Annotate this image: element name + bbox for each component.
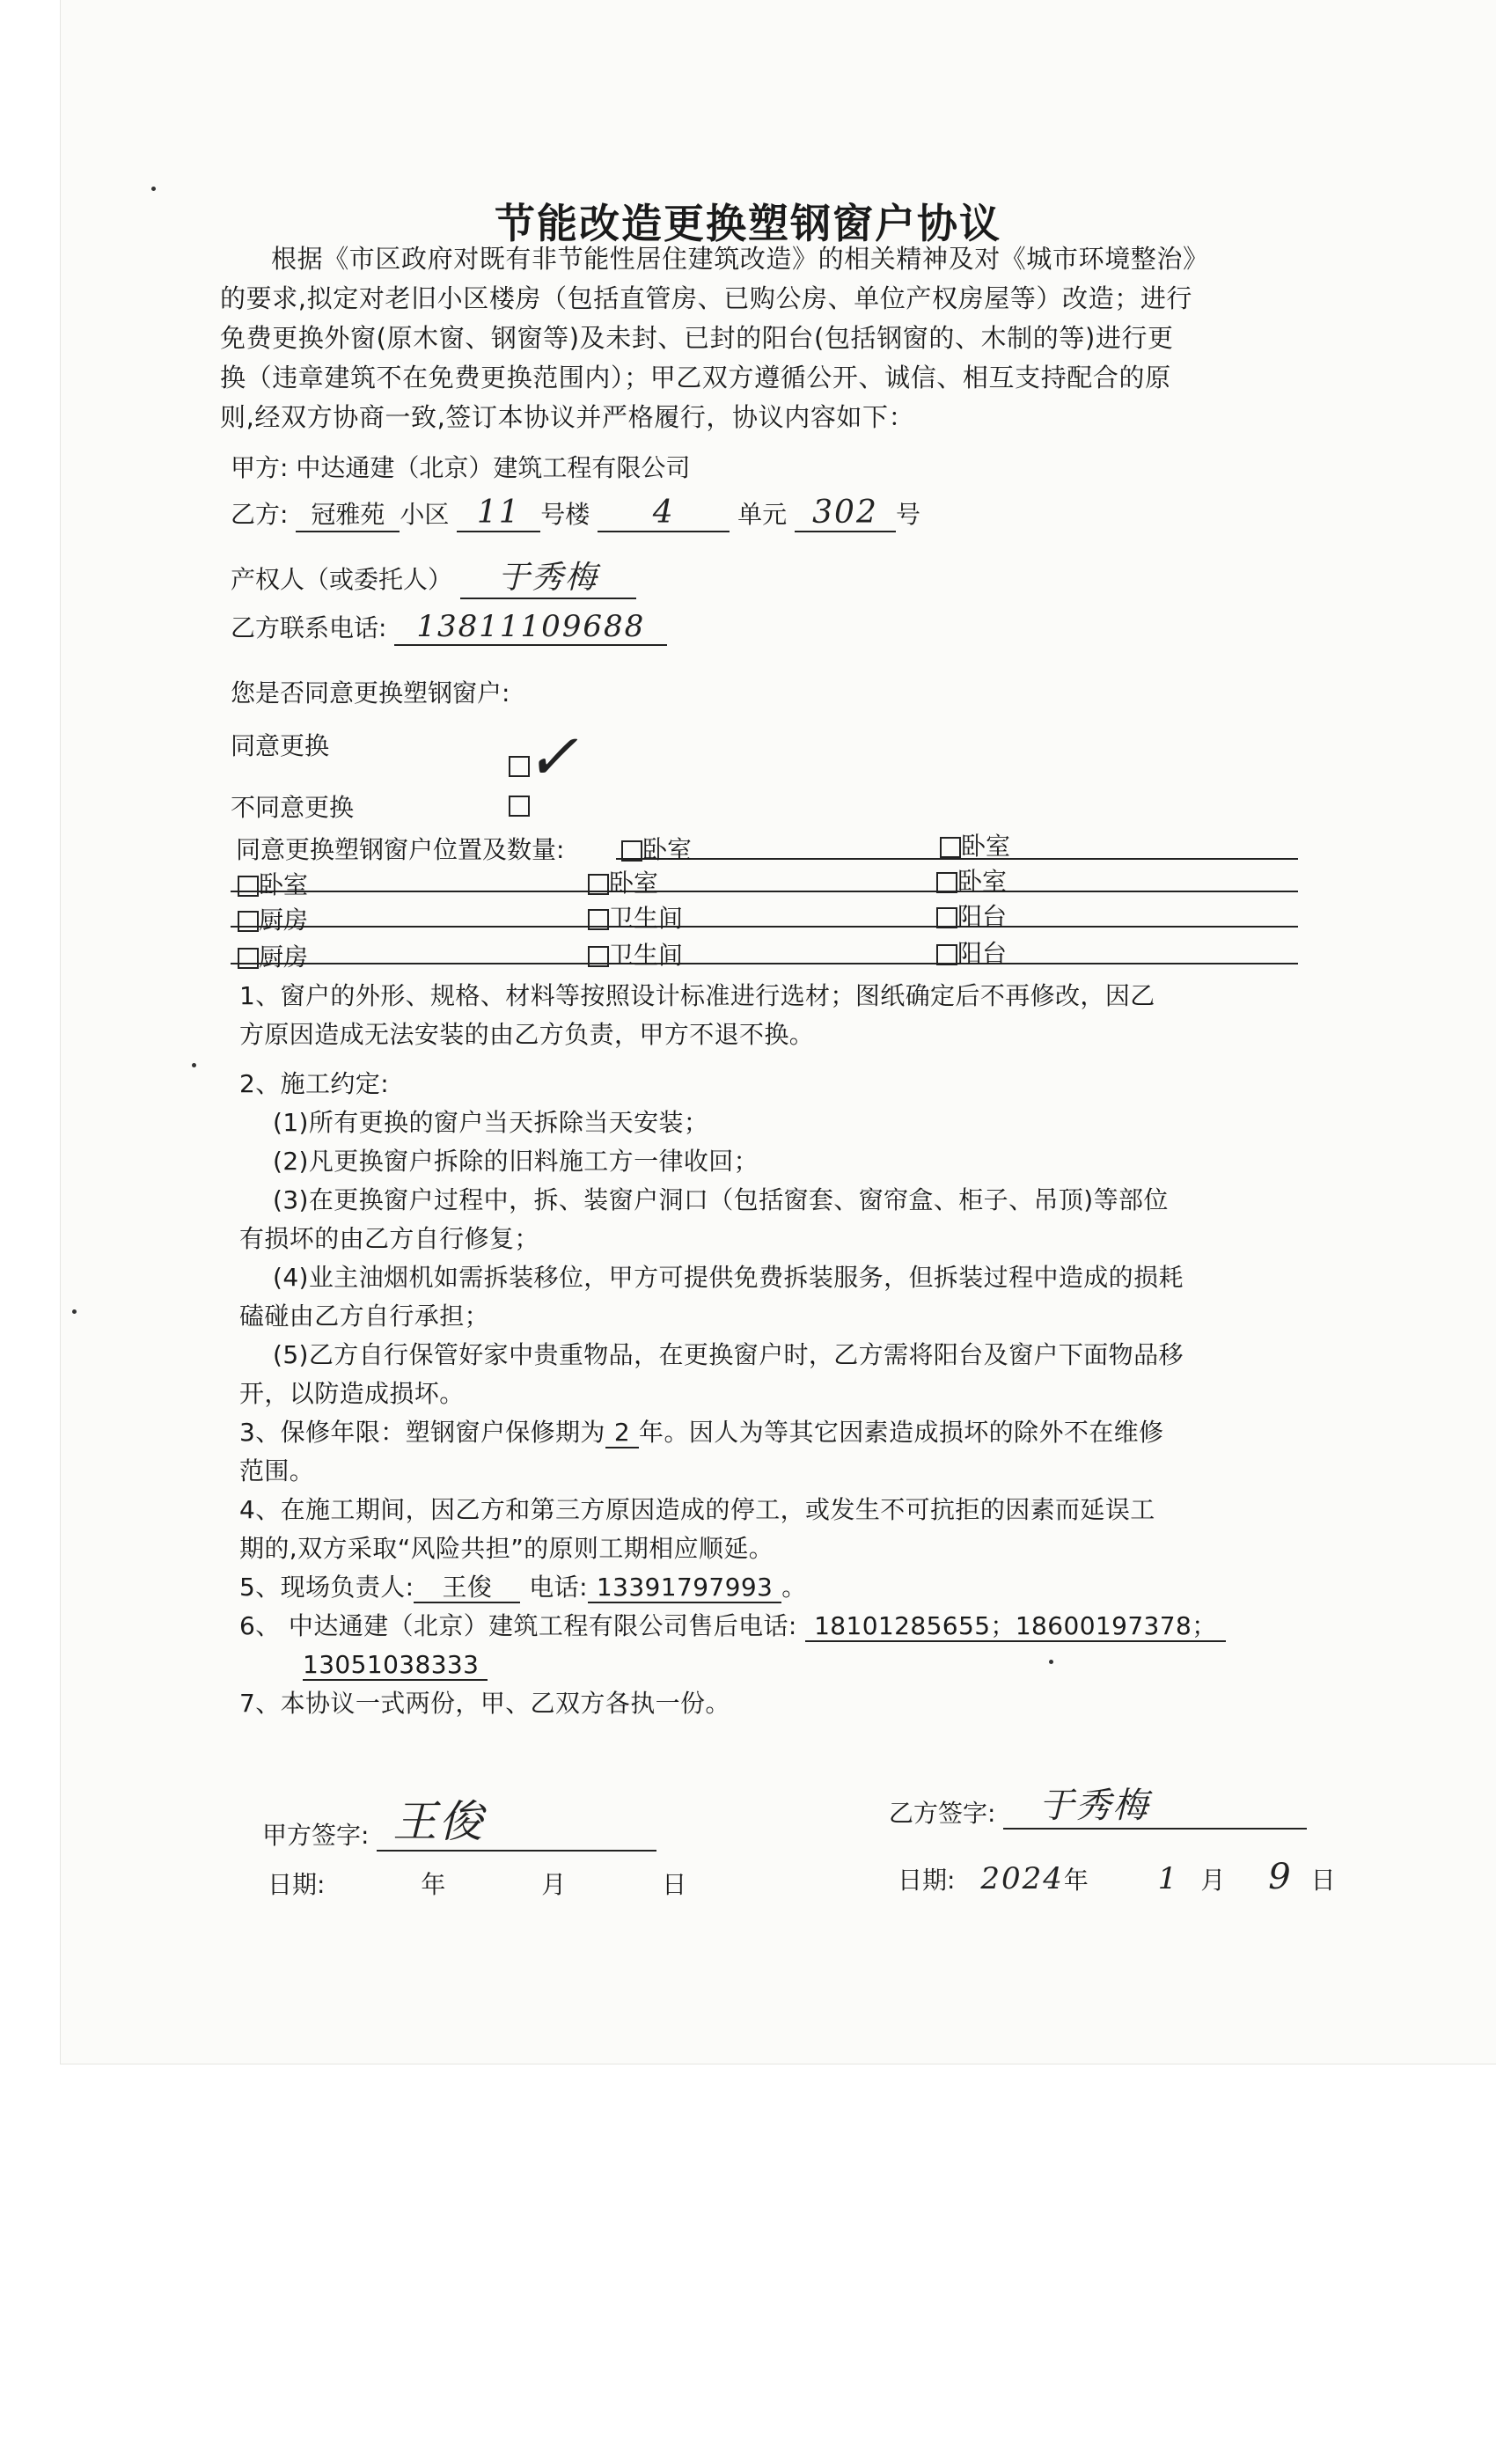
check-mark-icon: ✓: [524, 720, 581, 794]
checkbox-box: [936, 944, 957, 965]
unit-field: 4: [598, 495, 730, 532]
intro-paragraph: [220, 239, 1302, 437]
location-item: 卫生间: [588, 899, 683, 935]
party-a-date-row: [268, 1866, 686, 1901]
checkbox-box: [238, 911, 259, 932]
location-item: 阳台: [936, 935, 1007, 970]
checkbox-box: [238, 876, 259, 897]
date-label: 日期:: [268, 1870, 326, 1899]
location-row-line: [231, 963, 1298, 964]
clause-2-5-cont: 开，以防造成损坏。: [239, 1379, 465, 1408]
clause-1: 1、窗户的外形、规格、材料等按照设计标准进行选材；图纸确定后不再修改，因乙: [239, 981, 1155, 1010]
intro-line: 免费更换外窗(原木窗、钢窗等)及未封、已封的阳台(包括钢窗的、木制的等)进行更: [220, 323, 1174, 353]
b-day-value: 9: [1268, 1857, 1293, 1897]
clause-7: 7、本协议一式两份，甲、乙双方各执一份。: [239, 1689, 730, 1718]
b-month-value: 1: [1157, 1861, 1179, 1896]
clause-2-3: (3)在更换窗户过程中，拆、装窗户洞口（包括窗套、窗帘盒、柜子、吊顶)等部位: [273, 1185, 1169, 1214]
agree-checkbox: [509, 715, 592, 794]
site-manager-phone: 13391797993: [588, 1573, 781, 1603]
location-row-line: [231, 891, 1298, 892]
scan-speck: [72, 1309, 77, 1314]
unit-suffix: 单元: [737, 500, 788, 529]
site-manager-name: 王俊: [414, 1573, 520, 1603]
after-sales-phone-3: 13051038333: [303, 1650, 488, 1681]
clause-2-4-cont: 磕碰由乙方自行承担；: [239, 1302, 490, 1331]
room-field: 302: [795, 495, 896, 532]
owner-signature: 于秀梅: [460, 553, 636, 599]
party-a-signature-row: [262, 1786, 656, 1852]
clause-4-cont: 期的,双方采取“风险共担”的原则工期相应顺延。: [239, 1534, 774, 1563]
warranty-years: 2: [605, 1418, 639, 1448]
location-item: 阳台: [936, 898, 1007, 933]
community-suffix: 小区: [400, 500, 450, 529]
month-label: 月: [1200, 1866, 1226, 1895]
clause-6-cont: [239, 1646, 1322, 1684]
clause-1-cont: 方原因造成无法安装的由乙方负责，甲方不退不换。: [239, 1020, 815, 1049]
month-label: 月: [541, 1870, 567, 1899]
locations-header: 同意更换塑钢窗户位置及数量:: [236, 835, 565, 864]
clause-3: 3、保修年限：塑钢窗户保修期为 2 年。因人为等其它因素造成损坏的除外不在维修: [239, 1418, 1164, 1447]
party-b-signature-row: [889, 1778, 1307, 1830]
building-suffix: 号楼: [540, 500, 590, 529]
clause-2-1: (1)所有更换的窗户当天拆除当天安装；: [273, 1108, 709, 1137]
phone-value: 13811109688: [394, 609, 667, 646]
consent-question: 您是否同意更换塑钢窗户:: [231, 678, 510, 708]
community-field: 冠雅苑: [296, 495, 400, 532]
location-item: 卧室: [936, 862, 1007, 898]
b-year-value: 2024: [980, 1861, 1064, 1896]
phone-label: 乙方联系电话:: [231, 613, 387, 642]
year-label: 年: [421, 1870, 446, 1899]
clause-2-2: (2)凡更换窗户拆除的旧料施工方一律收回；: [273, 1147, 759, 1176]
location-item: 厨房: [238, 938, 308, 973]
day-label: 日: [1310, 1866, 1336, 1895]
date-label: 日期:: [898, 1866, 956, 1895]
party-b-date-row: [898, 1857, 1336, 1897]
location-item: 卧室: [238, 866, 308, 901]
intro-line: 的要求,拟定对老旧小区楼房（包括直管房、已购公房、单位产权房屋等）改造；进行: [220, 283, 1193, 313]
clause-2-5: (5)乙方自行保管好家中贵重物品，在更换窗户时，乙方需将阳台及窗户下面物品移: [273, 1340, 1184, 1369]
owner-row: [231, 553, 636, 599]
location-item: 卧室: [588, 864, 658, 899]
after-sales-phones: 18101285655；18600197378；: [805, 1611, 1226, 1642]
party-b-row: [231, 495, 920, 532]
clause-5: 5、现场负责人: 王俊 电话: 13391797993 。: [239, 1573, 807, 1602]
intro-line: 换（违章建筑不在免费更换范围内）；甲乙双方遵循公开、诚信、相互支持配合的原: [220, 363, 1171, 392]
clause-2-3-cont: 有损坏的由乙方自行修复；: [239, 1224, 539, 1253]
location-row-line: [231, 926, 1298, 928]
agree-label: 同意更换: [231, 731, 330, 760]
room-suffix: 号: [896, 500, 921, 529]
agree-row: [231, 727, 329, 762]
intro-line: 则,经双方协商一致,签订本协议并严格履行，协议内容如下：: [220, 402, 915, 432]
scan-speck: [151, 187, 156, 191]
building-field: 11: [457, 495, 540, 532]
document-title: 节能改造更换塑钢窗户协议: [495, 200, 1001, 247]
clause-2-4: (4)业主油烟机如需拆装移位，甲方可提供免费拆装服务，但拆装过程中造成的损耗: [273, 1263, 1184, 1292]
party-b-signature: 于秀梅: [1003, 1778, 1307, 1830]
clause-2: 2、施工约定:: [239, 1069, 390, 1098]
checkbox-box: [588, 946, 609, 967]
phone-row: [231, 609, 667, 646]
owner-label: 产权人（或委托人）: [231, 565, 453, 594]
clauses: [239, 977, 1322, 1723]
location-item: 卧室: [621, 831, 692, 866]
year-label: 年: [1063, 1866, 1089, 1895]
party-a-row: [231, 449, 690, 484]
clause-4: 4、在施工期间，因乙方和第三方原因造成的停工，或发生不可抗拒的因素而延误工: [239, 1495, 1155, 1524]
checkbox-box: [936, 907, 957, 928]
location-item: 卫生间: [588, 936, 683, 972]
clause-6: 6、 中达通建（北京）建筑工程有限公司售后电话: 18101285655；18600197378；: [239, 1607, 1322, 1646]
checkbox-box: [940, 837, 961, 858]
intro-line: 根据《市区政府对既有非节能性居住建筑改造》的相关精神及对《城市环境整治》: [271, 244, 1209, 274]
clause-3-cont: 范围。: [239, 1456, 315, 1485]
checkbox-box: [588, 909, 609, 930]
party-a-value: 中达通建（北京）建筑工程有限公司: [296, 453, 691, 482]
disagree-row: [231, 788, 354, 824]
party-a-sign-label: 甲方签字:: [262, 1821, 370, 1850]
scan-speck: [192, 1063, 196, 1067]
scan-speck: [1049, 1660, 1053, 1664]
party-b-sign-label: 乙方签字:: [889, 1799, 996, 1828]
checkbox-box: [509, 796, 530, 817]
party-b-label: 乙方:: [231, 500, 289, 529]
checkbox-box: [936, 872, 957, 893]
party-a-signature: 王俊: [377, 1786, 656, 1852]
location-item: 卧室: [940, 827, 1010, 862]
checkbox-box: [621, 840, 642, 862]
disagree-checkbox: [509, 790, 530, 819]
day-label: 日: [662, 1870, 687, 1899]
disagree-label: 不同意更换: [231, 793, 355, 822]
location-item: 厨房: [238, 901, 308, 936]
checkbox-box: [238, 948, 259, 969]
checkbox-box: [588, 874, 609, 895]
party-a-label: 甲方:: [231, 453, 289, 482]
